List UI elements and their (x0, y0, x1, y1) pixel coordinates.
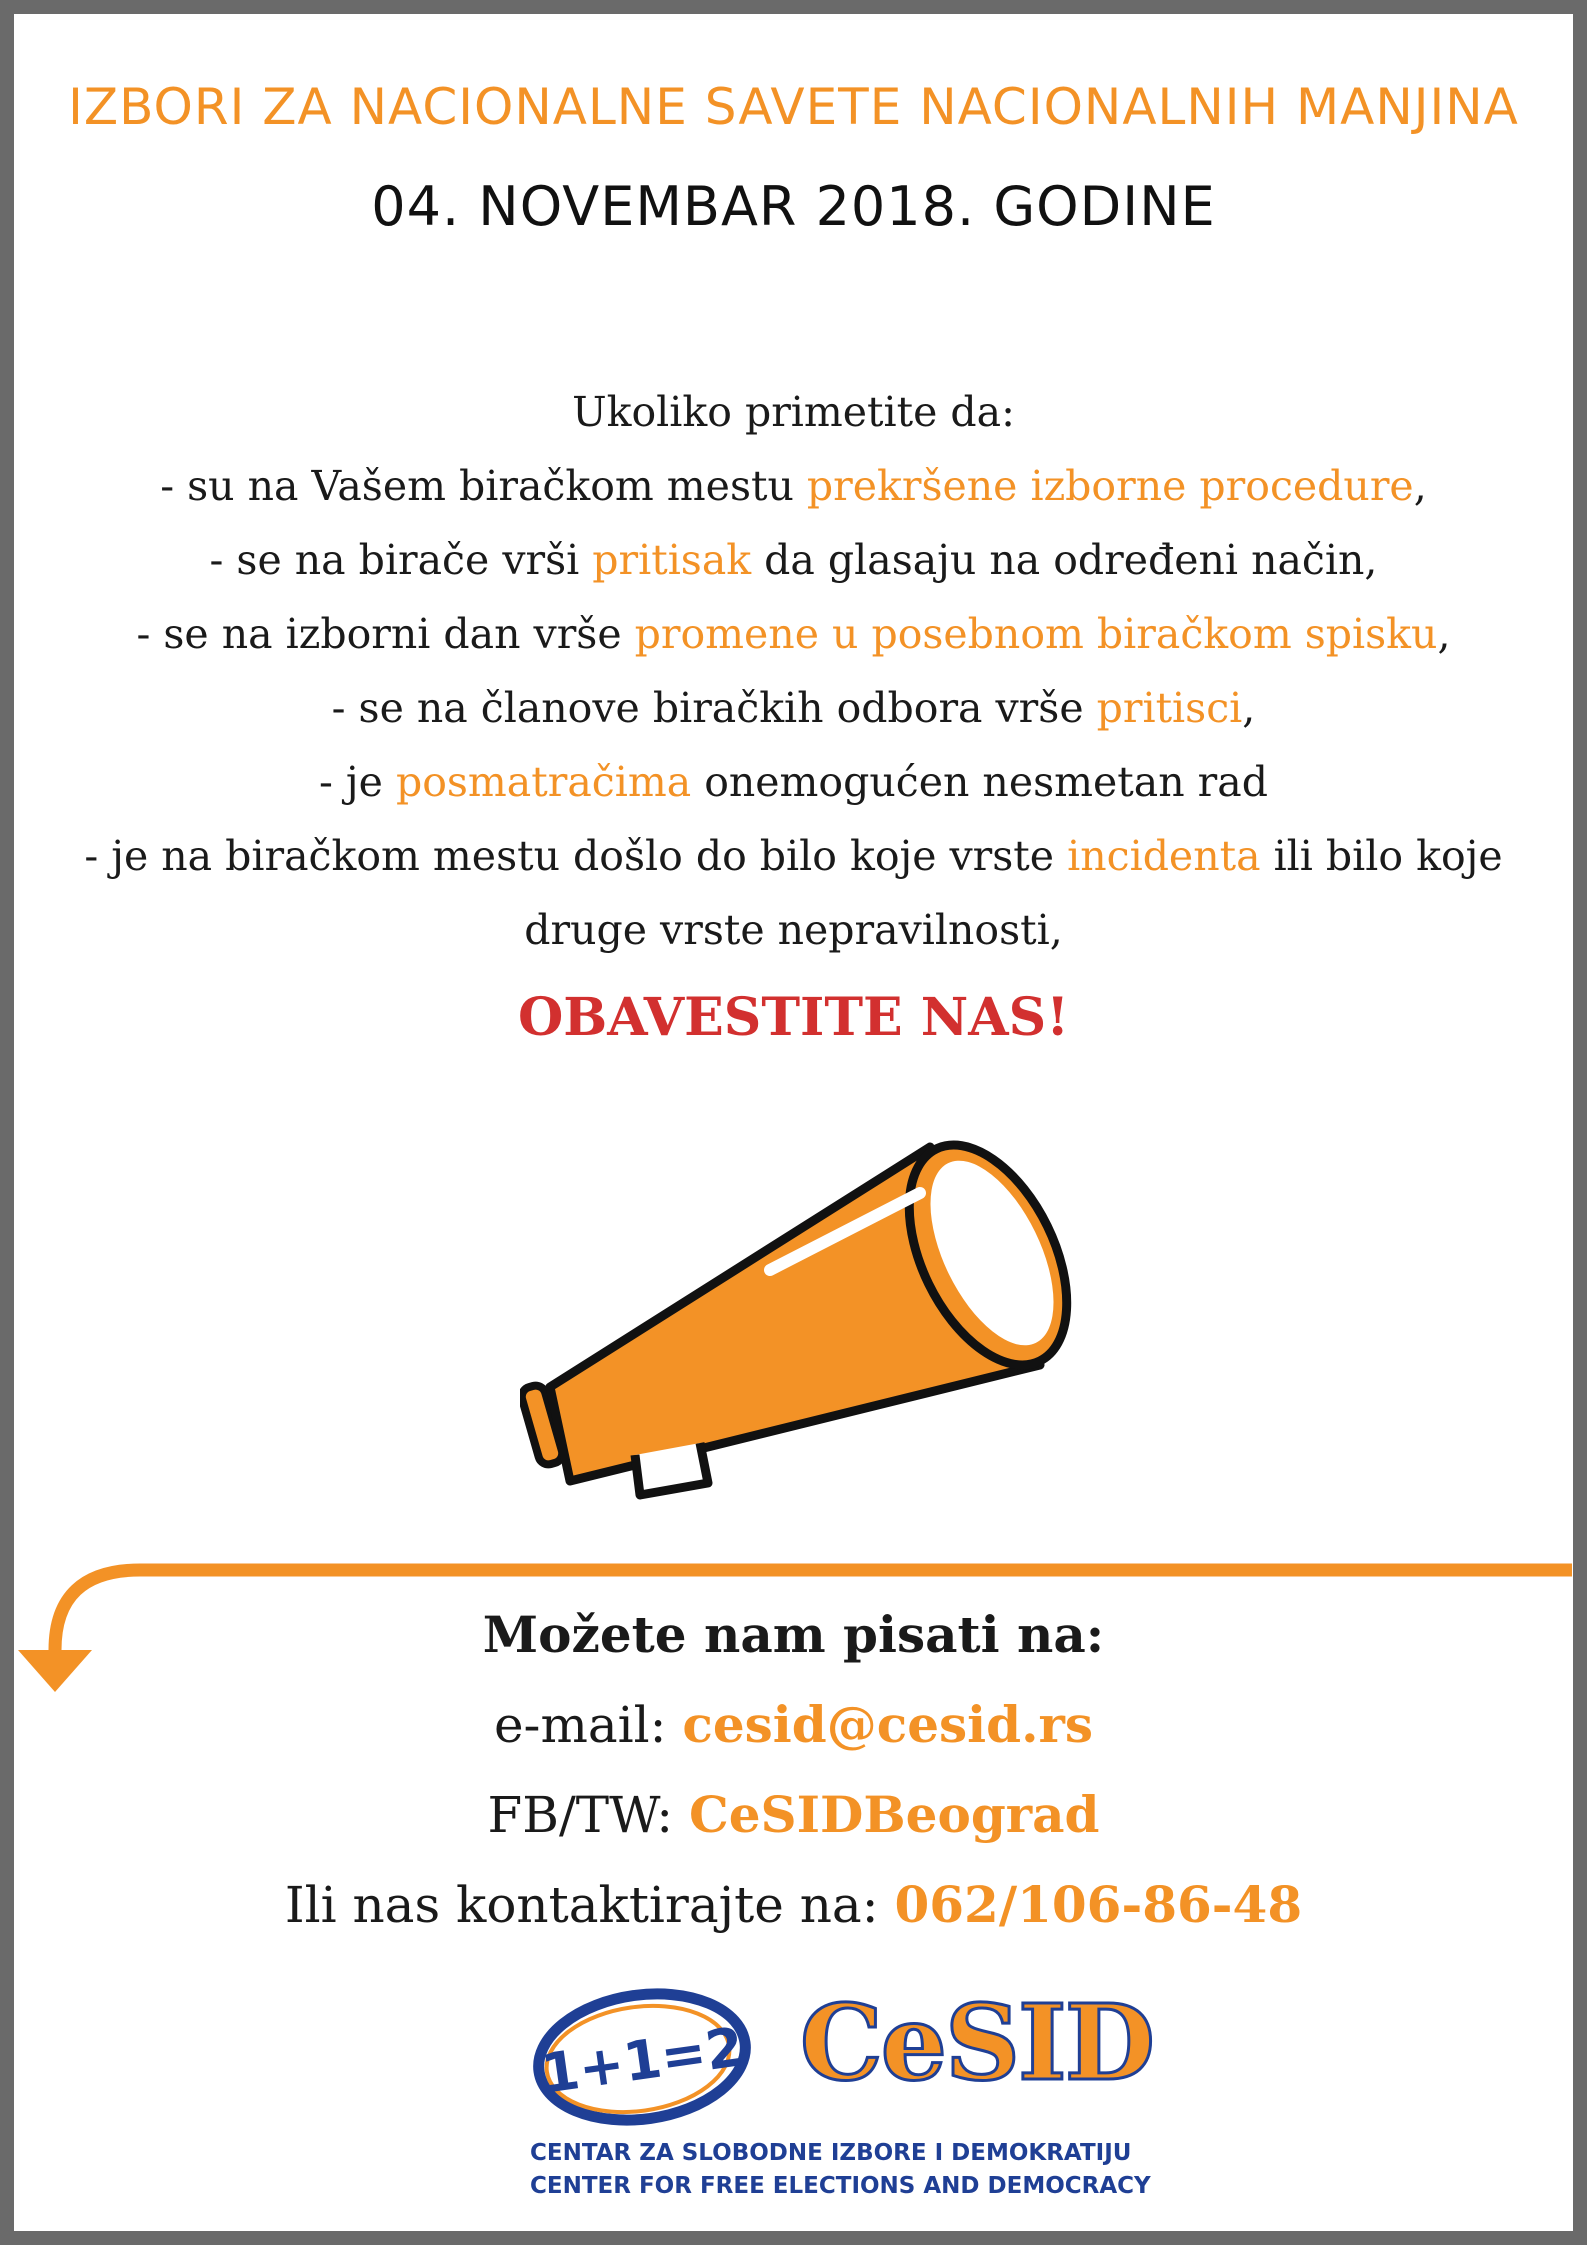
notice-item (0, 671, 1587, 745)
notice-item-highlight: prekršene izborne procedure (806, 462, 1414, 510)
logo-area (530, 1981, 1153, 2215)
poster-date: 04. NOVEMBAR 2018. GODINE (371, 175, 1216, 238)
contact-phone-row (0, 1860, 1587, 1950)
notice-item-text: , (1437, 610, 1451, 658)
notice-item-text: , (1413, 462, 1427, 510)
notice-item-text: - se na članove biračkih odbora vrše (331, 684, 1097, 732)
contact-email-row (0, 1680, 1587, 1770)
cesid-wordmark: CeSID (800, 1981, 1153, 2104)
notice-item-text: - se na birače vrši (209, 536, 593, 584)
notice-item-highlight: incidenta (1067, 832, 1261, 880)
phone-number-link[interactable]: 062/106-86-48 (894, 1875, 1303, 1934)
email-link[interactable]: cesid@cesid.rs (682, 1695, 1094, 1754)
org-name-en: CENTER FOR FREE ELECTIONS AND DEMOCRACY (530, 2173, 1151, 2199)
notice-item-text: onemogućen nesmetan rad (691, 758, 1268, 806)
notice-intro: Ukoliko primetite da: (572, 388, 1015, 436)
notice-item-highlight: posmatračima (395, 758, 692, 806)
contact-social-row (0, 1770, 1587, 1860)
notice-block (0, 375, 1587, 1055)
notice-item-text: da glasaju na određeni način, (751, 536, 1378, 584)
notice-item-text: - se na izborni dan vrše (136, 610, 635, 658)
notice-item-text: - je na biračkom mestu došlo do bilo koje vrste (84, 832, 1068, 880)
one-plus-one-logo-icon (530, 1985, 760, 2135)
notice-item-highlight: promene u posebnom biračkom spisku (634, 610, 1438, 658)
megaphone-icon (520, 1125, 1080, 1525)
notice-item-text: - su na Vašem biračkom mestu (160, 462, 807, 510)
notice-continuation: druge vrste nepravilnosti, (524, 906, 1063, 954)
notice-item-highlight: pritisak (592, 536, 752, 584)
call-to-action: OBAVESTITE NAS! (517, 987, 1070, 1048)
notice-item (0, 597, 1587, 671)
notice-item-text: , (1242, 684, 1256, 732)
notice-item (0, 523, 1587, 597)
social-label: FB/TW: (487, 1786, 689, 1844)
notice-item-text: - je (319, 758, 396, 806)
notice-item (0, 819, 1587, 893)
notice-item (0, 449, 1587, 523)
notice-item-highlight: pritisci (1096, 684, 1243, 732)
email-label: e-mail: (493, 1696, 683, 1754)
contact-heading: Možete nam pisati na: (482, 1605, 1105, 1664)
notice-item (0, 745, 1587, 819)
one-plus-one-logo-text: 1+1=2 (537, 2015, 748, 2106)
phone-label: Ili nas kontaktirajte na: (284, 1876, 895, 1934)
contact-block (0, 1590, 1587, 1950)
org-name-sr: CENTAR ZA SLOBODNE IZBORE I DEMOKRATIJU (530, 2140, 1132, 2166)
poster-title: IZBORI ZA NACIONALNE SAVETE NACIONALNIH MANJINA (68, 78, 1519, 136)
social-handle-link[interactable]: CeSIDBeograd (688, 1785, 1100, 1844)
notice-item-text: ili bilo koje (1260, 832, 1503, 880)
